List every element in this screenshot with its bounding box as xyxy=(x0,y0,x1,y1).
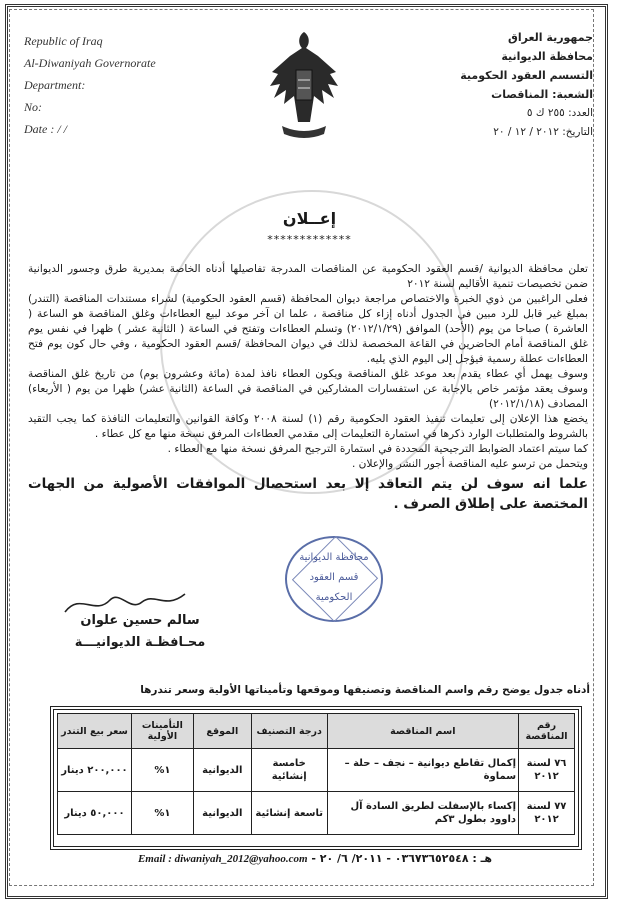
seal-line: الحكومية xyxy=(315,592,353,603)
cell-name: إكمال تقاطع ديوانية – نجف – حلة – سماوة xyxy=(327,749,518,792)
tenders-table-frame xyxy=(50,706,582,850)
cell-class: تاسعة إنشائية xyxy=(251,792,327,835)
cell-price: ٢٠٠,٠٠٠ دينار xyxy=(58,749,132,792)
header-number: رقم المناقصة xyxy=(519,714,575,749)
cell-deposit: ١% xyxy=(131,749,193,792)
footer-email: Email : diwaniyah_2012@yahoo.com xyxy=(137,853,308,865)
closing-paragraph: علما انه سوف لن يتم التعاقد إلا بعد استحصال الموافقات الأصولية من الجهات المختصة على إطلاق الصرف . xyxy=(28,476,588,512)
announcement-title: إعــلان xyxy=(282,209,337,228)
tenders-table xyxy=(57,713,575,835)
signatory-name: سالم حسين علوان xyxy=(80,613,200,628)
cell-class: خامسة إنشائية xyxy=(251,749,327,792)
paragraph: وسوف يهمل أي عطاء يقدم بعد موعد غلق المناقصة ويكون العطاء نافذ لمدة (مائة وعشرون يوم) من تاريخ غلق المناقصة وسوف يعقد مؤتمر خاص بالإجابة عن استفسارات المشاركين في المناقصة في الساعة (الثانية عشر) ظهرا من يوم ( الأربعاء) المصادف (٢٠١٢/١/١٨) xyxy=(28,368,588,410)
cell-number: ٧٦ لسنة ٢٠١٢ xyxy=(519,749,575,792)
cell-location: الديوانية xyxy=(193,749,251,792)
letterhead-english xyxy=(24,30,156,140)
seal-line: محافظة الديوانية xyxy=(299,552,369,563)
header-price: سعر بيع التندر xyxy=(58,714,132,749)
announcement-body xyxy=(28,262,588,514)
cell-deposit: ١% xyxy=(131,792,193,835)
signature-block xyxy=(40,610,240,654)
cell-number: ٧٧ لسنة ٢٠١٢ xyxy=(519,792,575,835)
paragraph: كما سيتم اعتماد الضوابط الترجيحية المحددة في استمارة الترجيح المرفق نسخة منها مع العطاء . xyxy=(167,443,588,455)
number-en: No: xyxy=(24,100,42,114)
paragraph: ويتحمل من ترسو عليه المناقصة أجور النشر والإعلان . xyxy=(351,458,588,470)
governorate-en: Al-Diwaniyah Governorate xyxy=(24,56,156,70)
cell-price: ٥٠,٠٠٠ دينار xyxy=(58,792,132,835)
header-deposit: التأمينات الأولية xyxy=(131,714,193,749)
cell-location: الديوانية xyxy=(193,792,251,835)
table-caption: أدناه جدول يوضح رقم واسم المناقصة وتصنيفها وموقعها وتأميناتها الأولية وسعر تندرها xyxy=(140,684,590,696)
date-ar: التاريخ: ٢٠١٢ / ١٢ / ٢٠ xyxy=(493,126,593,138)
table-row xyxy=(58,749,575,792)
date-en: Date : / / xyxy=(24,122,67,136)
header-name: اسم المناقصة xyxy=(327,714,518,749)
iraq-eagle-emblem-icon xyxy=(268,26,340,144)
paragraph: تعلن محافظة الديوانية /قسم العقود الحكومية عن المناقصات المدرجة تفاصيلها أدناه الخاصة بمديرية طرق وجسور الديوانية ضمن تخصيصات تنمية الأقاليم لسنة ٢٠١٢ xyxy=(28,263,588,290)
table-row xyxy=(58,792,575,835)
official-seal xyxy=(285,536,383,622)
division-ar: الشعبة: المناقصات xyxy=(491,88,593,101)
footer-phone: هـ : ٠٣٦٧٣٦٥٢٥٤٨ - ٢٠١١/ ٦/ ٢٠ xyxy=(319,852,493,865)
cell-name: إكساء بالإسفلت لطريق السادة آل داوود بطول ٣كم xyxy=(327,792,518,835)
department-ar: التسسم العقود الحكومية xyxy=(460,69,593,82)
number-ar: العدد: ٢٥٥ ك ٥ xyxy=(526,107,593,119)
letterhead-arabic xyxy=(433,28,593,142)
table-header-row xyxy=(58,714,575,749)
footer-separator: - xyxy=(311,852,320,865)
signatory-title: محـافظـة الديوانيـــة xyxy=(74,635,206,650)
paragraph: يخضع هذا الإعلان إلى تعليمات تنفيذ العقود الحكومية رقم (١) لسنة ٢٠٠٨ وكافة القوانين والتعليمات النافذة كما يجب التقيد بالشروط والمتطلبات الوارد ذكرها في استمارة التعليمات إلى مقدمي العطاءات المرفق نسخة منها مع كل عطاء . xyxy=(28,413,588,440)
paragraph: فعلى الراغبين من ذوي الخبرة والاختصاص مراجعة ديوان المحافظة (قسم العقود الحكومية) لشراء مستندات المناقصة (التندر) بمبلغ غير قابل للرد مبين في الجدول أدناه إزاء كل مناقصة ، علما ان آخر موعد لبيع العطاءات وغلق المناقصة هو الساعة ( العاشرة ) صباحا من يوم (الأحد) الموافق (٢٠١٢/١/٢٩) وتسلم العطاءات وتفتح في الساعة ( الثانية عشر ) ظهرا في نفس يوم غلق المناقصة أمام الحاضرين في القاعة المخصصة لذلك في ديوان المحافظة /قسم العقود الحكومية ، وفي حال كون يوم فتح العطاءات عطلة رسمية فيؤجل إلى اليوم الذي يليه. xyxy=(28,293,588,365)
footer-contact xyxy=(50,852,580,865)
governorate-ar: محافظة الديوانية xyxy=(501,50,593,63)
country-ar: جمهورية العراق xyxy=(508,31,593,44)
seal-line: قسم العقود xyxy=(309,572,359,583)
department-en: Department: xyxy=(24,78,86,92)
header-location: الموقع xyxy=(193,714,251,749)
title-stars: ************* xyxy=(267,233,352,246)
country-en: Republic of Iraq xyxy=(24,34,103,48)
header-class: درجة التصنيف xyxy=(251,714,327,749)
